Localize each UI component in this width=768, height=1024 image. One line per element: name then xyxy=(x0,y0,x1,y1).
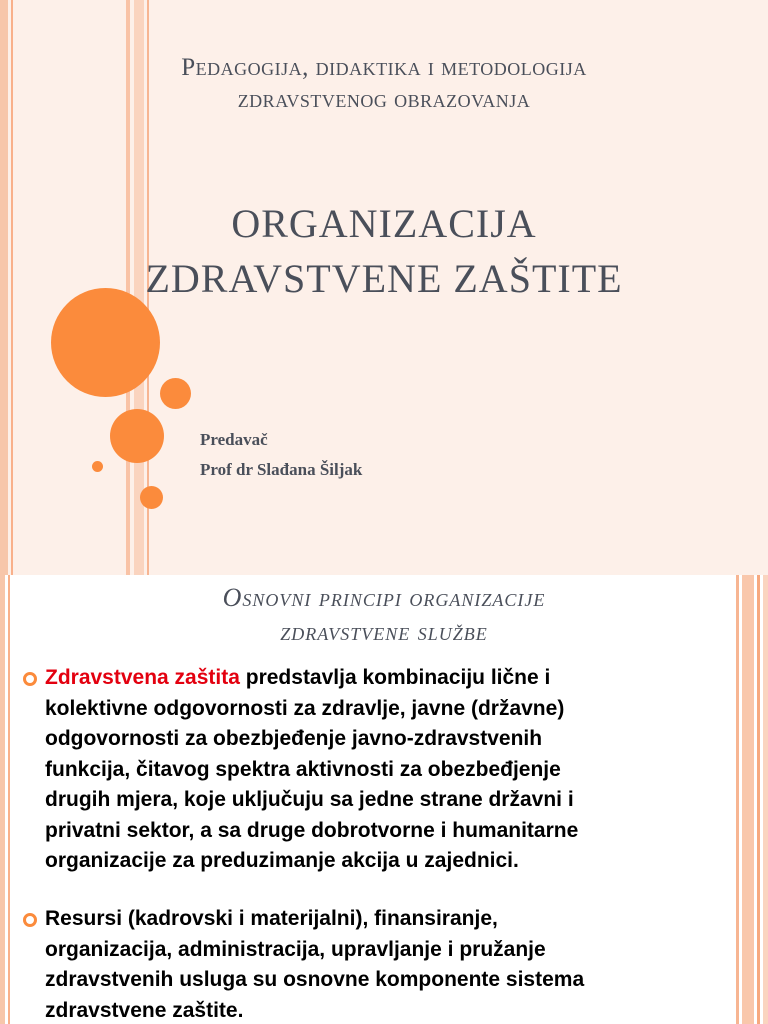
bullet-line: drugih mjera, koje uključuju sa jedne strane državni i xyxy=(45,788,574,811)
bullet-ring-icon xyxy=(23,913,37,927)
decorative-stripe xyxy=(0,0,8,578)
bullet-line: Resursi (kadrovski i materijalni), finansiranje, xyxy=(45,907,498,930)
decorative-circle xyxy=(160,378,191,409)
decorative-stripe xyxy=(0,575,5,1024)
decorative-circle xyxy=(92,461,103,472)
slide-title-line: zdravstvenog obrazovanja xyxy=(237,86,531,113)
slide-title-line: zdravstvene službe xyxy=(280,617,488,646)
bullet-item xyxy=(45,663,725,877)
slide-subtitle-line: ORGANIZACIJA xyxy=(231,201,537,246)
decorative-stripe xyxy=(757,575,760,1024)
bullet-line: organizacija, administracija, upravljanje i pružanje xyxy=(45,937,546,961)
bullet-text: predstavlja kombinaciju lične i xyxy=(239,666,551,689)
decorative-stripe xyxy=(742,575,754,1024)
decorative-circle xyxy=(140,486,163,509)
bullet-item xyxy=(45,904,725,1024)
bullet-line: privatni sektor, a sa druge dobrotvorne i humanitarne xyxy=(45,818,579,842)
presenter-label: Predavač xyxy=(200,430,268,449)
decorative-stripe xyxy=(8,575,10,1024)
bullet-line: zdravstvenih usluga su osnovne komponente sistema xyxy=(45,968,585,991)
bullet-line: funkcija, čitavog spektra aktivnosti za obezbeđjenje xyxy=(45,757,561,781)
slide-title-line: Pedagogija, didaktika i metodologija xyxy=(181,54,587,81)
bullet-ring-icon xyxy=(23,672,37,686)
decorative-stripe xyxy=(763,575,768,1024)
slide-subtitle-line: ZDRAVSTVENE ZAŠTITE xyxy=(145,256,623,301)
bullet-line xyxy=(45,663,725,694)
bullet-line: zdravstvene zaštite. xyxy=(45,998,244,1022)
bullet-line: organizacije za preduzimanje akcija u zajednici. xyxy=(45,849,519,872)
content-slide xyxy=(0,575,768,1024)
decorative-stripe xyxy=(11,0,13,578)
slide-title xyxy=(40,581,728,649)
bullet-line: odgovornosti za obezbjeđenje javno-zdravstvenih xyxy=(45,727,543,750)
decorative-circle xyxy=(110,409,164,463)
bullet-line: kolektivne odgovornosti za zdravlje, javne (državne) xyxy=(45,696,565,720)
slide-title-line: Osnovni principi organizacije xyxy=(222,583,546,612)
slide-title xyxy=(40,52,728,116)
slide-subtitle xyxy=(40,196,728,306)
presenter-name: Prof dr Slađana Šiljak xyxy=(200,460,363,479)
decorative-stripe xyxy=(736,575,739,1024)
presenter-block xyxy=(200,425,362,485)
highlight-term: Zdravstvena zaštita xyxy=(45,666,240,689)
